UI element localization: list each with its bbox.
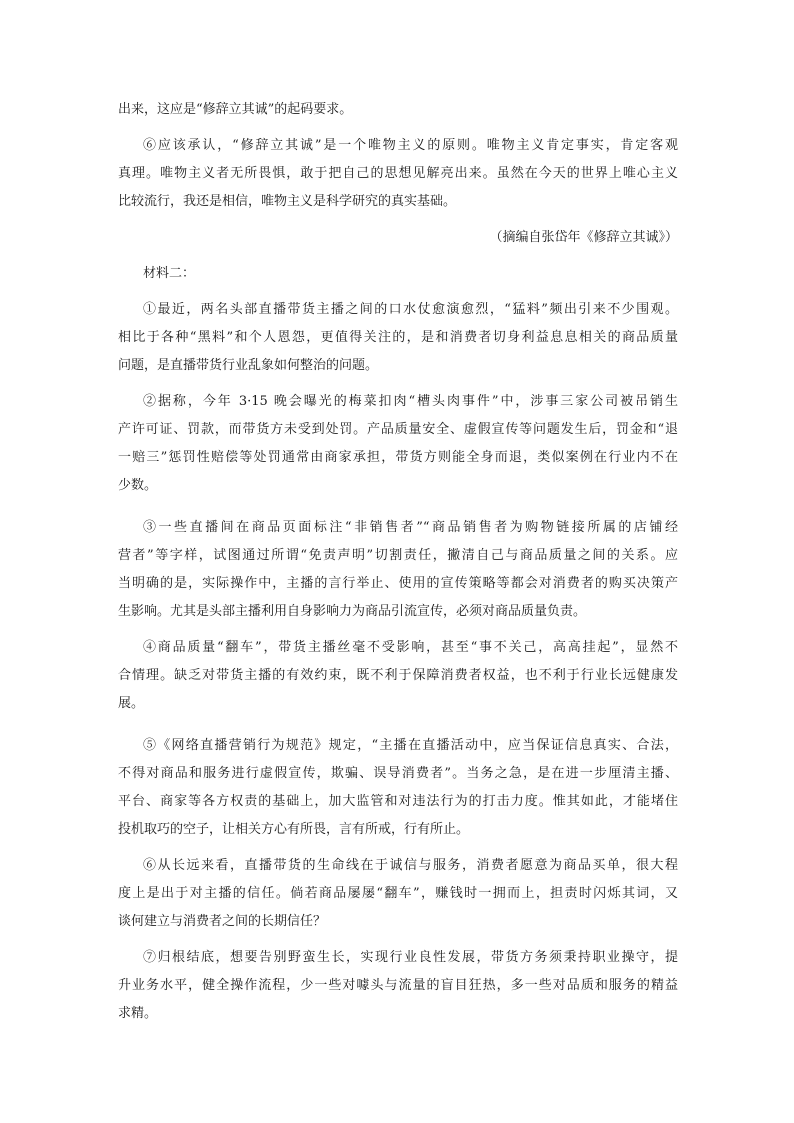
text-line: 相比于各种“黑料”和个人恩怨，更值得关注的，是和消费者切身利益息息相关的商品质量 <box>118 330 678 345</box>
text-line: 合情理。缺乏对带货主播的有效约束，既不利于保障消费者权益，也不利于行业长远健康发 <box>118 668 678 683</box>
text-line: 生影响。尤其是头部主播利用自身影响力为商品引流宣传，必须对商品质量负责。 <box>118 604 587 619</box>
material-two-paragraph-1 <box>118 296 678 380</box>
text-line: 展。 <box>118 696 145 711</box>
source-citation: （摘编自张岱年《修辞立其诚》） <box>489 230 678 245</box>
document-page <box>118 96 678 1028</box>
text-line: ④商品质量“翻车”，带货主播丝毫不受影响，甚至“事不关己，高高挂起”，显然不 <box>143 640 678 655</box>
text-line: 比较流行，我还是相信，唯物主义是科学研究的真实基础。 <box>118 194 457 209</box>
text-line: 真理。唯物主义者无所畏惧，敢于把自己的思想见解亮出来。虽然在今天的世界上唯心主义 <box>118 166 678 181</box>
material-two-paragraph-5 <box>118 732 678 844</box>
text-line: 升业务水平，健全操作流程，少一些对噱头与流量的盲目狂热，多一些对品质和服务的精益 <box>118 978 678 993</box>
text-line: ⑥应该承认，“修辞立其诚”是一个唯物主义的原则。唯物主义肯定事实，肯定客观 <box>143 138 678 153</box>
text-line: 投机取巧的空子，让相关方心有所畏，言有所戒，行有所止。 <box>118 822 470 837</box>
text-line: 度上是出于对主播的信任。倘若商品屡屡“翻车”，赚钱时一拥而上，担责时闪烁其词，又 <box>118 886 678 901</box>
text-line: 求精。 <box>118 1006 158 1021</box>
text-line: ③一些直播间在商品页面标注“非销售者”“商品销售者为购物链接所属的店铺经 <box>143 520 678 535</box>
material-two-heading: 材料二： <box>143 266 196 281</box>
text-line: ②据称，今年 3·15 晚会曝光的梅菜扣肉“槽头肉事件”中，涉事三家公司被吊销生 <box>143 394 678 409</box>
text-line: 营者”等字样，试图通过所谓“免责声明”切割责任，撇清自己与商品质量之间的关系。应 <box>118 548 678 563</box>
text-line: 产许可证、罚款，而带货方未受到处罚。产品质量安全、虚假宣传等问题发生后，罚金和“退 <box>118 422 678 437</box>
text-line: 问题，是直播带货行业乱象如何整治的问题。 <box>118 358 379 373</box>
material-two-paragraph-2 <box>118 388 678 500</box>
text-line: 谈何建立与消费者之间的长期信任？ <box>118 914 327 929</box>
text-line: 少数。 <box>118 478 158 493</box>
text-line: ①最近，两名头部直播带货主播之间的口水仗愈演愈烈，“猛料”频出引来不少围观。 <box>143 302 678 317</box>
material-one-paragraph-6 <box>118 132 678 216</box>
text-line: ⑤《网络直播营销行为规范》规定，“主播在直播活动中，应当保证信息真实、合法， <box>143 738 678 753</box>
text-line: 不得对商品和服务进行虚假宣传，欺骗、误导消费者”。当务之急，是在进一步厘清主播、 <box>118 766 678 781</box>
material-two-paragraph-4 <box>118 634 678 718</box>
material-one-paragraph-5-end: 出来，这应是“修辞立其诚”的起码要求。 <box>118 102 353 117</box>
material-two-paragraph-7 <box>118 944 678 1028</box>
text-line: ⑦归根结底，想要告别野蛮生长，实现行业良性发展，带货方务须秉持职业操守，提 <box>143 950 678 965</box>
material-two-paragraph-3 <box>118 514 678 626</box>
text-line: 一赔三”惩罚性赔偿等处罚通常由商家承担，带货方则能全身而退，类似案例在行业内不在 <box>118 450 678 465</box>
text-line: ⑥从长远来看，直播带货的生命线在于诚信与服务，消费者愿意为商品买单，很大程 <box>143 858 678 873</box>
material-two-paragraph-6 <box>118 852 678 936</box>
text-line: 当明确的是，实际操作中，主播的言行举止、使用的宣传策略等都会对消费者的购买决策产 <box>118 576 678 591</box>
text-line: 平台、商家等各方权责的基础上，加大监管和对违法行为的打击力度。惟其如此，才能堵住 <box>118 794 678 809</box>
